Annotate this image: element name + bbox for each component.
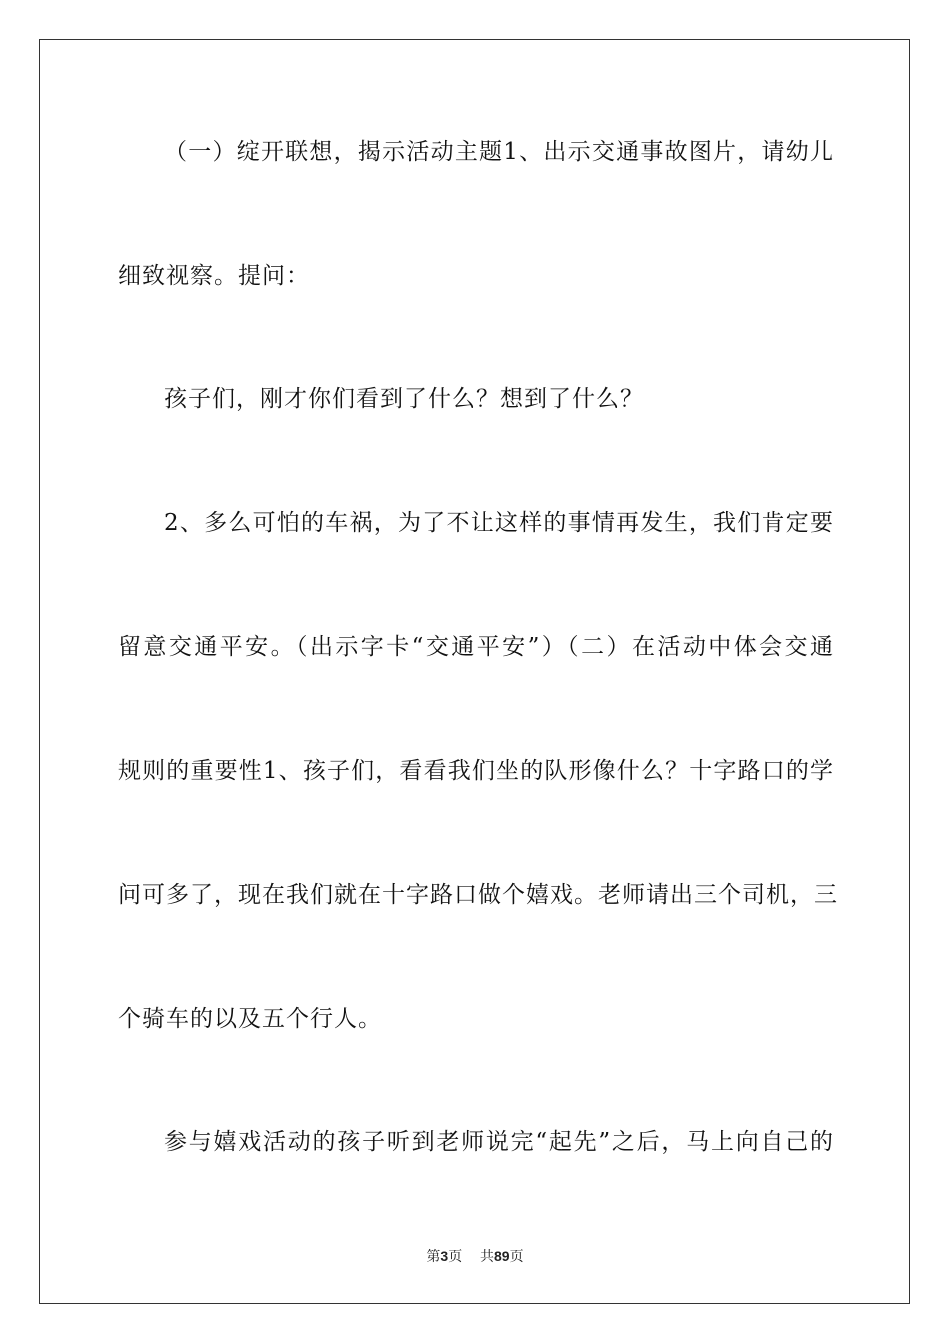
footer-page-total: 89 — [494, 1248, 510, 1264]
page-border — [39, 39, 910, 1304]
paragraph-line-8: 个骑车的以及五个行人。 — [118, 1006, 382, 1032]
paragraph-line-2: 细致视察。提问： — [118, 263, 310, 289]
paragraph-line-4: 2、多么可怕的车祸，为了不让这样的事情再发生，我们肯定要 — [164, 510, 834, 536]
footer-page-suffix: 页 — [448, 1249, 463, 1265]
footer-total-prefix: 共 — [480, 1249, 495, 1265]
paragraph-line-9: 参与嬉戏活动的孩子听到老师说完“起先”之后，马上向自己的 — [164, 1129, 834, 1155]
paragraph-line-3: 孩子们，刚才你们看到了什么？想到了什么？ — [164, 386, 644, 412]
page-footer — [0, 1247, 950, 1266]
paragraph-line-5: 留意交通平安。（出示字卡“交通平安”）（二）在活动中体会交通 — [118, 634, 834, 660]
paragraph-line-7: 问可多了，现在我们就在十字路口做个嬉戏。老师请出三个司机，三 — [118, 882, 838, 908]
footer-page-prefix: 第 — [426, 1249, 441, 1265]
paragraph-line-6: 规则的重要性1、孩子们，看看我们坐的队形像什么？十字路口的学 — [118, 758, 834, 784]
footer-page-current: 3 — [440, 1248, 449, 1264]
paragraph-line-1: （一）绽开联想，揭示活动主题1、出示交通事故图片，请幼儿 — [164, 139, 834, 165]
footer-total-suffix: 页 — [509, 1249, 524, 1265]
